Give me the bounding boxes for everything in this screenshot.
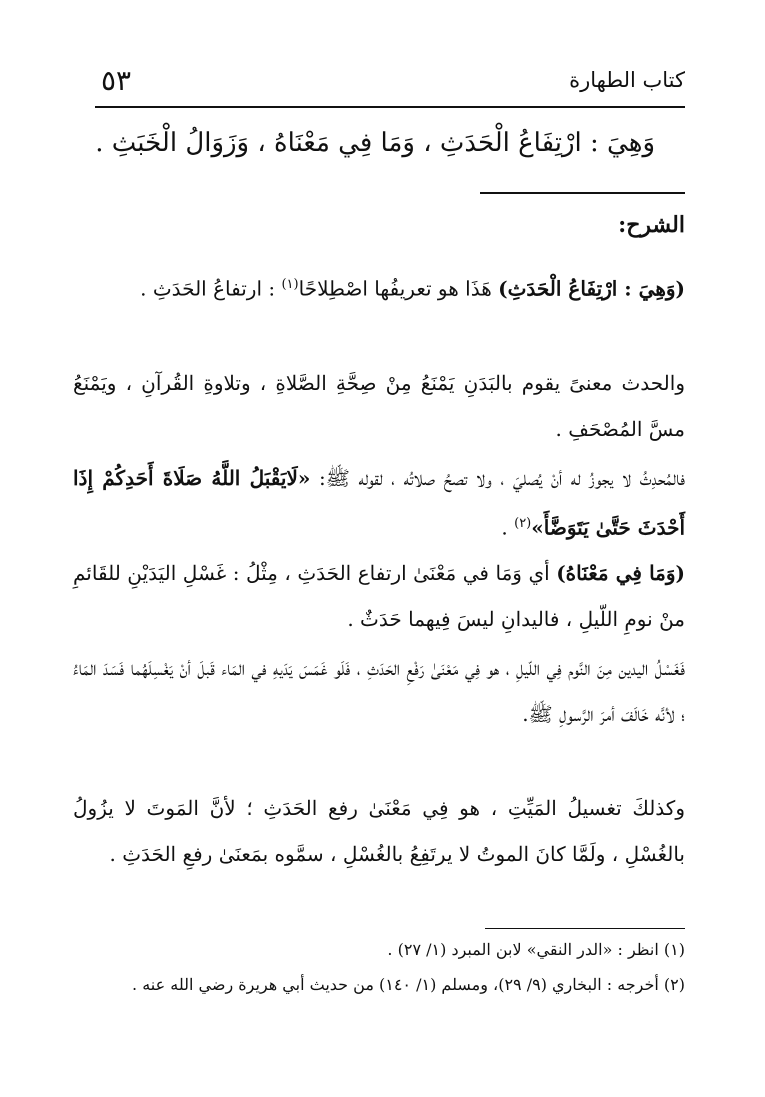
footnote-divider bbox=[485, 928, 685, 929]
footnote-1: (١) انظر : «الدر النقي» لابن المبرد (١/ ٢٧) . bbox=[387, 940, 685, 959]
paragraph-text: . bbox=[501, 515, 515, 540]
quoted-matn: (وَهِيَ : ارْتِفَاعُ الْحَدَثِ) bbox=[498, 276, 685, 301]
sharh-heading: الشرح: bbox=[618, 212, 685, 238]
paragraph-text: أي وَمَا في مَعْنَىٰ ارتفاع الحَدَثِ ، مِثْلُ : غَسْلِ اليَدَيْنِ للقَائمِ منْ نومِ اللّيلِ ، فاليدانِ ليسَ فِيهما حَدَثٌ . bbox=[73, 561, 685, 631]
quoted-matn: (وَمَا فِي مَعْنَاهُ) bbox=[556, 561, 686, 585]
footnote-2: (٢) أخرجه : البخاري (٩/ ٢٩)، ومسلم (١/ ١٤٠) من حديث أبي هريرة رضي الله عنه . bbox=[132, 975, 685, 994]
hadith-quote: «لَايَقْبَلُ اللَّهُ صَلَاةَ أَحَدِكُمْ إِذَا أَحْدَثَ حَتَّىٰ يَتَوَضَّأَ» bbox=[73, 466, 685, 540]
running-header bbox=[95, 62, 685, 108]
paragraph-text: فالمُحدِثُ لا يجوزُ له أنْ يُصليَ ، ولا تصحُ صلاتُه ، لقوله ﷺ: bbox=[310, 466, 685, 490]
matn-divider bbox=[480, 192, 685, 194]
sharh-paragraph-1 bbox=[73, 262, 685, 312]
page-number: ٥٣ bbox=[101, 64, 132, 97]
sharh-paragraph-5: فَغَسْلُ اليدين مِنَ النَّوم فِي اللّيلِ ، هو فِي مَعْنَىٰ رَفْعِ الحَدَثِ ، فَلَو غَمَسَ يَدَيهِ في المَاء قَبلَ أنْ يَغْسِلَهُما فَسَدَ المَاءُ ؛ لأنَّه خَالَفَ أمرَ الرَّسولِ ﷺ. bbox=[73, 656, 685, 726]
matn-text: وَهِيَ : ارْتِفَاعُ الْحَدَثِ ، وَمَا فِي مَعْنَاهُ ، وَزَوَالُ الْخَبَثِ . bbox=[95, 128, 655, 158]
footnote-ref-1: (١) bbox=[281, 277, 299, 292]
sharh-paragraph-6: وكذلكَ تغسيلُ المَيِّتِ ، هو فِي مَعْنَىٰ رفع الحَدَثِ ؛ لأنَّ المَوتَ لا يزُولُ بالغُسْلِ ، ولَمَّا كانَ الموتُ لا يرتَفِعُ بالغُسْلِ ، سمَّوه بمَعنَىٰ رفعِ الحَدَثِ . bbox=[73, 796, 685, 866]
book-title: كتاب الطهارة bbox=[569, 68, 685, 92]
sharh-paragraph-4 bbox=[73, 550, 685, 642]
footnote-ref-2: (٢) bbox=[514, 516, 532, 531]
paragraph-text: هَذَا هو تعريفُها اصْطِلاحًا bbox=[298, 276, 499, 301]
sharh-paragraph-3 bbox=[73, 455, 685, 551]
paragraph-text: : ارتفاعُ الحَدَثِ . bbox=[140, 276, 282, 301]
sharh-paragraph-2: والحدث معنىً يقوم بالبَدَنِ يَمْنَعُ مِنْ صِحَّةِ الصَّلاةِ ، وتلاوةِ القُرآنِ ، ويَمْنَعُ مسَّ المُصْحَفِ . bbox=[73, 371, 685, 441]
